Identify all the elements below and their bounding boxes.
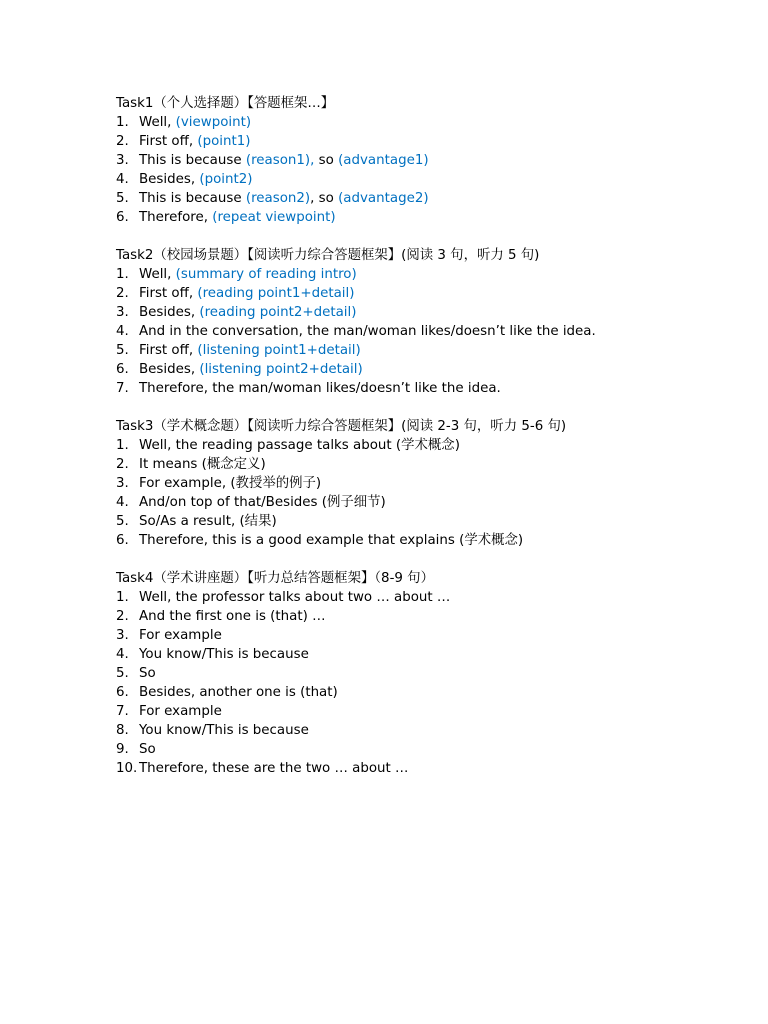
list-item-text: Well, the reading passage talks about (学术概念)	[139, 438, 460, 453]
task-section-4	[116, 569, 708, 778]
list-item-text: For example, (教授举的例子)	[139, 476, 322, 491]
list-item	[116, 512, 708, 531]
list-item-text: Besides,	[139, 172, 200, 187]
list-item-text: You know/This is because	[139, 647, 309, 662]
list-item-number: 4.	[116, 324, 129, 339]
list-item-text: Well,	[139, 115, 176, 130]
list-item-text: You know/This is because	[139, 723, 309, 738]
list-item-text: Therefore, this is a good example that explains (学术概念)	[139, 533, 524, 548]
list-item	[116, 759, 708, 778]
document-body	[116, 94, 708, 797]
list-item-text: So/As a result, (结果)	[139, 514, 277, 529]
list-item-number: 7.	[116, 704, 129, 719]
list-item	[116, 151, 708, 170]
placeholder-text: (viewpoint)	[175, 115, 252, 130]
list-item-number: 5.	[116, 191, 129, 206]
list-item-number: 2.	[116, 609, 129, 624]
placeholder-text: (repeat viewpoint)	[212, 210, 336, 225]
list-item-text: Therefore, these are the two … about …	[139, 761, 409, 776]
list-item-number: 2.	[116, 134, 129, 149]
list-item-text: For example	[139, 704, 222, 719]
task-heading: Task4（学术讲座题）【听力总结答题框架】（8-9 句）	[116, 571, 434, 586]
list-item	[116, 702, 708, 721]
list-item-text: First off,	[139, 286, 198, 301]
list-item	[116, 645, 708, 664]
list-item	[116, 208, 708, 227]
list-item-number: 1.	[116, 267, 129, 282]
list-item-number: 9.	[116, 742, 129, 757]
list-item-number: 4.	[116, 647, 129, 662]
placeholder-text: (reading point2+detail)	[199, 305, 357, 320]
list-item-number: 5.	[116, 514, 129, 529]
list-item	[116, 474, 708, 493]
list-item-text: Besides,	[139, 305, 200, 320]
placeholder-text: (advantage2)	[338, 191, 429, 206]
list-item	[116, 322, 708, 341]
task-heading: Task3（学术概念题）【阅读听力综合答题框架】(阅读 2-3 句，听力 5-6 句)	[116, 419, 567, 434]
list-item-number: 3.	[116, 476, 129, 491]
list-item-number: 6.	[116, 533, 129, 548]
list-item	[116, 531, 708, 550]
list-item-text: So	[139, 742, 156, 757]
list-item-number: 3.	[116, 628, 129, 643]
task-section-1	[116, 94, 708, 227]
list-item-text: This is because	[139, 191, 246, 206]
list-item	[116, 740, 708, 759]
list-item	[116, 588, 708, 607]
placeholder-text: (reason2)	[245, 191, 311, 206]
list-item-text: Besides, another one is (that)	[139, 685, 338, 700]
task-heading: Task2（校园场景题）【阅读听力综合答题框架】(阅读 3 句，听力 5 句)	[116, 248, 540, 263]
list-item	[116, 265, 708, 284]
list-item-text: It means (概念定义)	[139, 457, 266, 472]
list-item-number: 1.	[116, 115, 129, 130]
task-section-2	[116, 246, 708, 398]
list-item-text: This is because	[139, 153, 246, 168]
list-item-text: Therefore,	[139, 210, 213, 225]
list-item	[116, 132, 708, 151]
list-item	[116, 607, 708, 626]
list-item	[116, 455, 708, 474]
list-item-text: Well,	[139, 267, 176, 282]
list-item-text: And the first one is (that) …	[139, 609, 326, 624]
list-item-text: so	[318, 153, 339, 168]
placeholder-text: (point2)	[199, 172, 253, 187]
list-item-number: 3.	[116, 305, 129, 320]
list-item	[116, 626, 708, 645]
list-item	[116, 683, 708, 702]
list-item	[116, 436, 708, 455]
list-item-number: 4.	[116, 495, 129, 510]
list-item-number: 8.	[116, 723, 129, 738]
list-item	[116, 303, 708, 322]
task-heading: Task1（个人选择题）【答题框架…】	[116, 96, 335, 111]
list-item-number: 10.	[116, 761, 138, 776]
task-section-3	[116, 417, 708, 550]
list-item-text: And/on top of that/Besides (例子细节)	[139, 495, 386, 510]
list-item-number: 1.	[116, 590, 129, 605]
list-item-number: 2.	[116, 457, 129, 472]
list-item	[116, 341, 708, 360]
list-item-number: 6.	[116, 362, 129, 377]
list-item-number: 1.	[116, 438, 129, 453]
list-item	[116, 113, 708, 132]
list-item-text: First off,	[139, 134, 198, 149]
list-item-text: Therefore, the man/woman likes/doesn’t like the idea.	[139, 381, 501, 396]
list-item-text: And in the conversation, the man/woman likes/doesn’t like the idea.	[139, 324, 596, 339]
list-item	[116, 379, 708, 398]
placeholder-text: (summary of reading intro)	[175, 267, 357, 282]
placeholder-text: (advantage1)	[338, 153, 429, 168]
list-item-text: Besides,	[139, 362, 200, 377]
list-item-text: Well, the professor talks about two … about …	[139, 590, 451, 605]
list-item	[116, 189, 708, 208]
list-item	[116, 664, 708, 683]
list-item	[116, 493, 708, 512]
placeholder-text: (listening point1+detail)	[197, 343, 361, 358]
placeholder-text: (reason1),	[245, 153, 319, 168]
list-item-number: 5.	[116, 343, 129, 358]
list-item-number: 6.	[116, 685, 129, 700]
list-item-text: So	[139, 666, 156, 681]
placeholder-text: (reading point1+detail)	[197, 286, 355, 301]
placeholder-text: (point1)	[197, 134, 251, 149]
list-item-number: 5.	[116, 666, 129, 681]
list-item-text: First off,	[139, 343, 198, 358]
list-item	[116, 360, 708, 379]
placeholder-text: (listening point2+detail)	[199, 362, 363, 377]
list-item-number: 7.	[116, 381, 129, 396]
list-item-number: 2.	[116, 286, 129, 301]
list-item-text: For example	[139, 628, 222, 643]
list-item	[116, 721, 708, 740]
list-item-number: 3.	[116, 153, 129, 168]
list-item	[116, 284, 708, 303]
list-item-number: 4.	[116, 172, 129, 187]
list-item-text: , so	[310, 191, 339, 206]
list-item	[116, 170, 708, 189]
list-item-number: 6.	[116, 210, 129, 225]
